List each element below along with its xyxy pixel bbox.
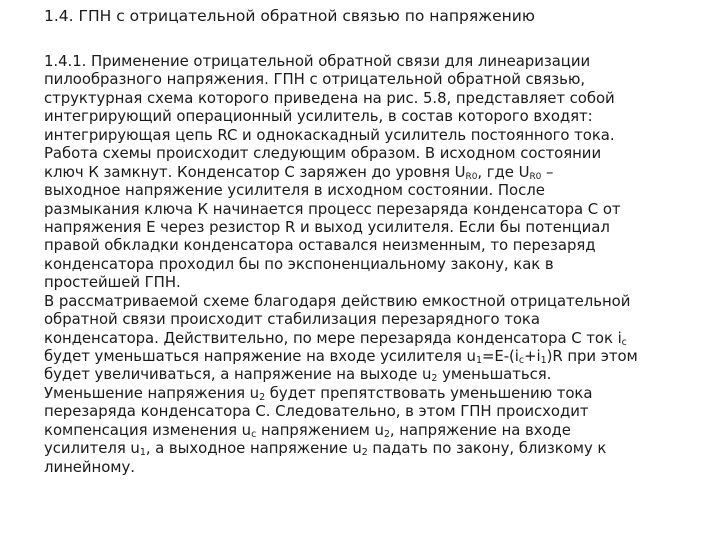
text-run: , напряжение на входе (389, 420, 571, 439)
body-text (44, 52, 704, 476)
text-line: интегрирующая цепь RC и однокаскадный усилитель постоянного тока. (44, 125, 615, 144)
text-line (44, 421, 704, 439)
text-run: конденсатора. Действительно, по мере перезаряда конденсатора С ток i (44, 328, 622, 347)
paragraph-1 (44, 52, 704, 144)
text-line: правой обкладки конденсатора оставался неизменным, то перезаряд (44, 236, 596, 255)
text-run: будет уменьшаться напряжение на входе усилителя u (44, 347, 476, 365)
text-line (44, 439, 704, 457)
text-run: усилителя u (44, 439, 140, 458)
subscript: 1 (540, 355, 547, 366)
text-run: компенсация изменения u (44, 420, 252, 439)
text-line: 1.4.1. Применение отрицательной обратной связи для линеаризации (44, 52, 591, 70)
text-line: выходное напряжение усилителя в исходном состоянии. После (44, 181, 545, 200)
text-run: падать по закону, близкому к (367, 439, 607, 458)
text-run: ключ К замкнут. Конденсатор С заряжен до уровня U (44, 162, 466, 181)
subscript: R0 (465, 171, 478, 182)
text-line (44, 163, 704, 181)
text-line (44, 347, 704, 365)
text-run: , где U (477, 162, 530, 181)
text-run: =Е-(i (481, 347, 519, 365)
subscript: с (251, 428, 257, 440)
text-run: будет увеличиваться, а напряжение на выходе u (44, 365, 432, 384)
subscript: 2 (259, 391, 266, 403)
text-run: – (541, 162, 554, 181)
subscript: 2 (431, 373, 438, 385)
text-line: структурная схема которого приведена на рис. 5.8, представляет собой (44, 88, 615, 107)
subscript: 2 (383, 428, 390, 440)
paragraph-3 (44, 292, 704, 476)
text-line: простейшей ГПН. (44, 273, 181, 292)
subscript: 1 (139, 447, 146, 459)
text-line: В рассматриваемой схеме благодаря действию емкостной отрицательной (44, 291, 631, 310)
text-run: уменьшаться. (437, 365, 552, 384)
subscript: 2 (361, 447, 368, 459)
text-line: конденсатора проходил бы по экспоненциальному закону, как в (44, 254, 554, 273)
subscript: с (518, 355, 525, 366)
text-run: )R при этом (546, 347, 638, 365)
text-line: линейному. (44, 457, 135, 476)
paragraph-2 (44, 144, 704, 292)
text-line: обратной связи происходит стабилизация перезарядного тока (44, 310, 540, 329)
text-line: пилообразного напряжения. ГПН с отрицательной обратной связью, (44, 70, 586, 89)
text-line: Работа схемы происходит следующим образом. В исходном состоянии (44, 144, 602, 163)
section-heading: 1.4. ГПН с отрицательной обратной связью по напряжению (44, 7, 535, 25)
subscript: 1 (475, 355, 482, 366)
text-line (44, 329, 704, 347)
text-line (44, 365, 704, 383)
text-line: размыкания ключа К начинается процесс перезаряда конденсатора С от (44, 199, 621, 218)
text-run: , а выходное напряжение u (145, 439, 362, 458)
text-line (44, 384, 704, 402)
text-run: напряжением u (256, 420, 384, 439)
text-run: будет препятствовать уменьшению тока (265, 383, 593, 402)
text-line: интегрирующий операционный усилитель, в состав которого входят: (44, 107, 593, 126)
text-run: +i (524, 347, 541, 365)
text-line: напряжения Е через резистор R и выход усилителя. Если бы потенциал (44, 217, 610, 236)
subscript: с (621, 336, 627, 348)
text-line: перезаряда конденсатора С. Следовательно, в этом ГПН происходит (44, 402, 589, 421)
text-run: Уменьшение напряжения u (44, 383, 260, 402)
subscript: R0 (529, 171, 542, 182)
